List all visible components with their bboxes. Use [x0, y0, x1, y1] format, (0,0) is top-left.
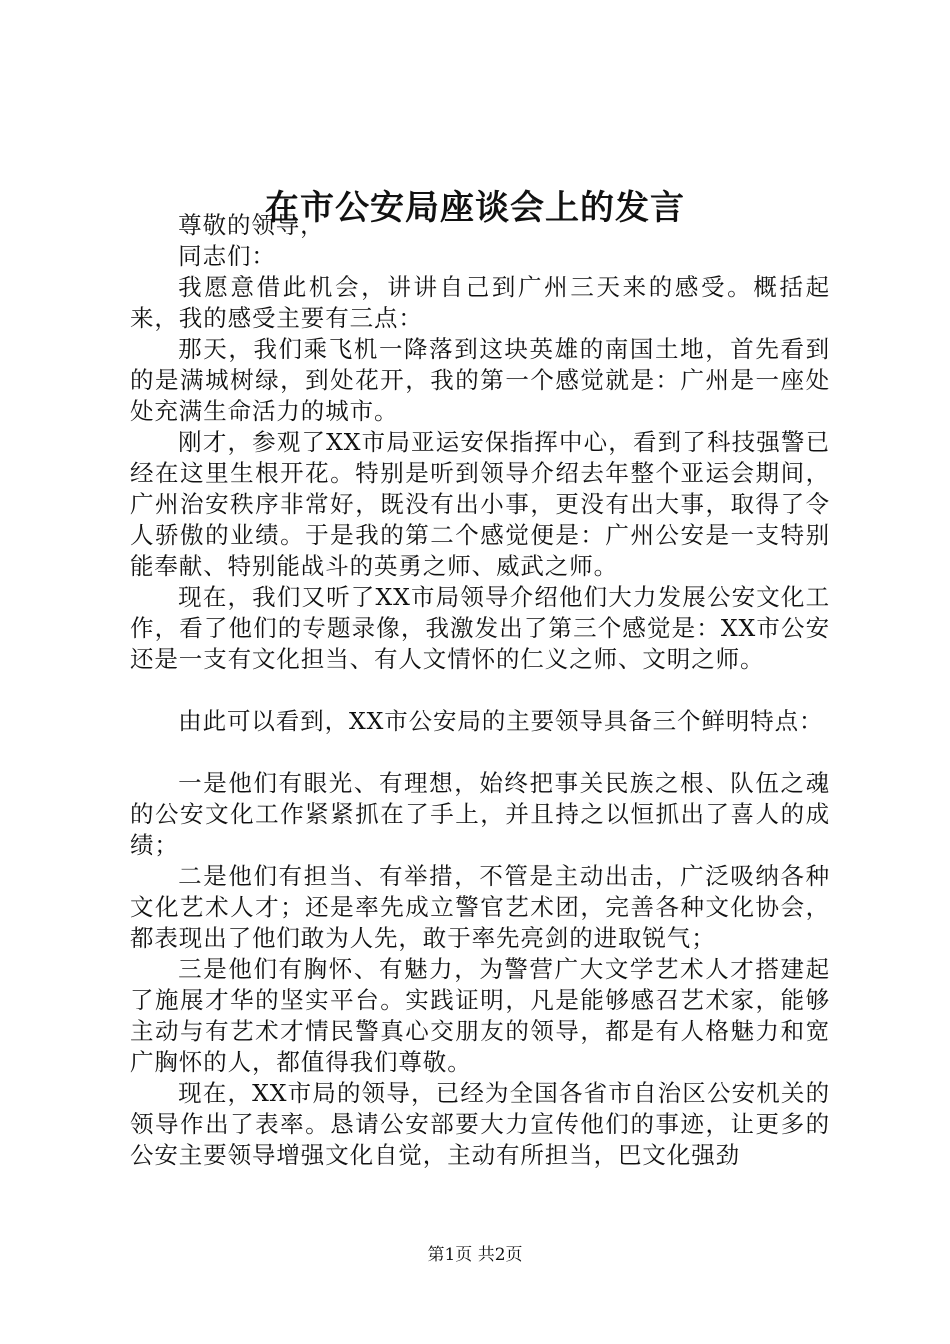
paragraph-intro: 我愿意借此机会，讲讲自己到广州三天来的感受。概括起来，我的感受主要有三点： [130, 273, 830, 332]
salutation-leaders: 尊敬的领导， [178, 211, 325, 239]
paragraph-summary: 由此可以看到，XX市公安局的主要领导具备三个鲜明特点： [178, 707, 824, 735]
paragraph-point-one: 一是他们有眼光、有理想，始终把事关民族之根、队伍之魂的公安文化工作紧紧抓在了手上，并且持之以恒抓出了喜人的成绩； [130, 769, 830, 859]
paragraph-point-two: 二是他们有担当、有举措，不管是主动出击，广泛吸纳各种文化艺术人才；还是率先成立警官艺术团，完善各种文化协会，都表现出了他们敢为人先，敢于率先亮剑的进取锐气； [130, 862, 830, 952]
paragraph-point-three: 三是他们有胸怀、有魅力，为警营广大文学艺术人才搭建起了施展才华的坚实平台。实践证明，凡是能够感召艺术家，能够主动与有艺术才情民警真心交朋友的领导，都是有人格魅力和宽广胸怀的人，都值得我们尊敬。 [130, 955, 830, 1076]
document-body [130, 210, 830, 1171]
paragraph-second-feeling: 刚才，参观了XX市局亚运安保指挥中心，看到了科技强警已经在这里生根开花。特别是听到领导介绍去年整个亚运会期间，广州治安秩序非常好，既没有出小事，更没有出大事，取得了令人骄傲的业绩。于是我的第二个感觉便是：广州公安是一支特别能奉献、特别能战斗的英勇之师、威武之师。 [130, 428, 830, 580]
document-title: 在市公安局座谈会上的发言 [265, 188, 685, 228]
paragraph-first-feeling: 那天，我们乘飞机一降落到这块英雄的南国土地，首先看到的是满城树绿，到处花开，我的第一个感觉就是：广州是一座处处充满生命活力的城市。 [130, 335, 830, 425]
paragraph-third-feeling: 现在，我们又听了XX市局领导介绍他们大力发展公安文化工作，看了他们的专题录像，我激发出了第三个感觉是：XX市公安还是一支有文化担当、有人文情怀的仁义之师、文明之师。 [130, 583, 830, 673]
paragraph-appeal: 现在，XX市局的领导，已经为全国各省市自治区公安机关的领导作出了表率。恳请公安部要大力宣传他们的事迹，让更多的公安主要领导增强文化自觉，主动有所担当，巴文化强劲 [130, 1079, 830, 1169]
page-number-footer: 第1页 共2页 [427, 1245, 523, 1265]
salutation-comrades: 同志们： [178, 242, 276, 270]
